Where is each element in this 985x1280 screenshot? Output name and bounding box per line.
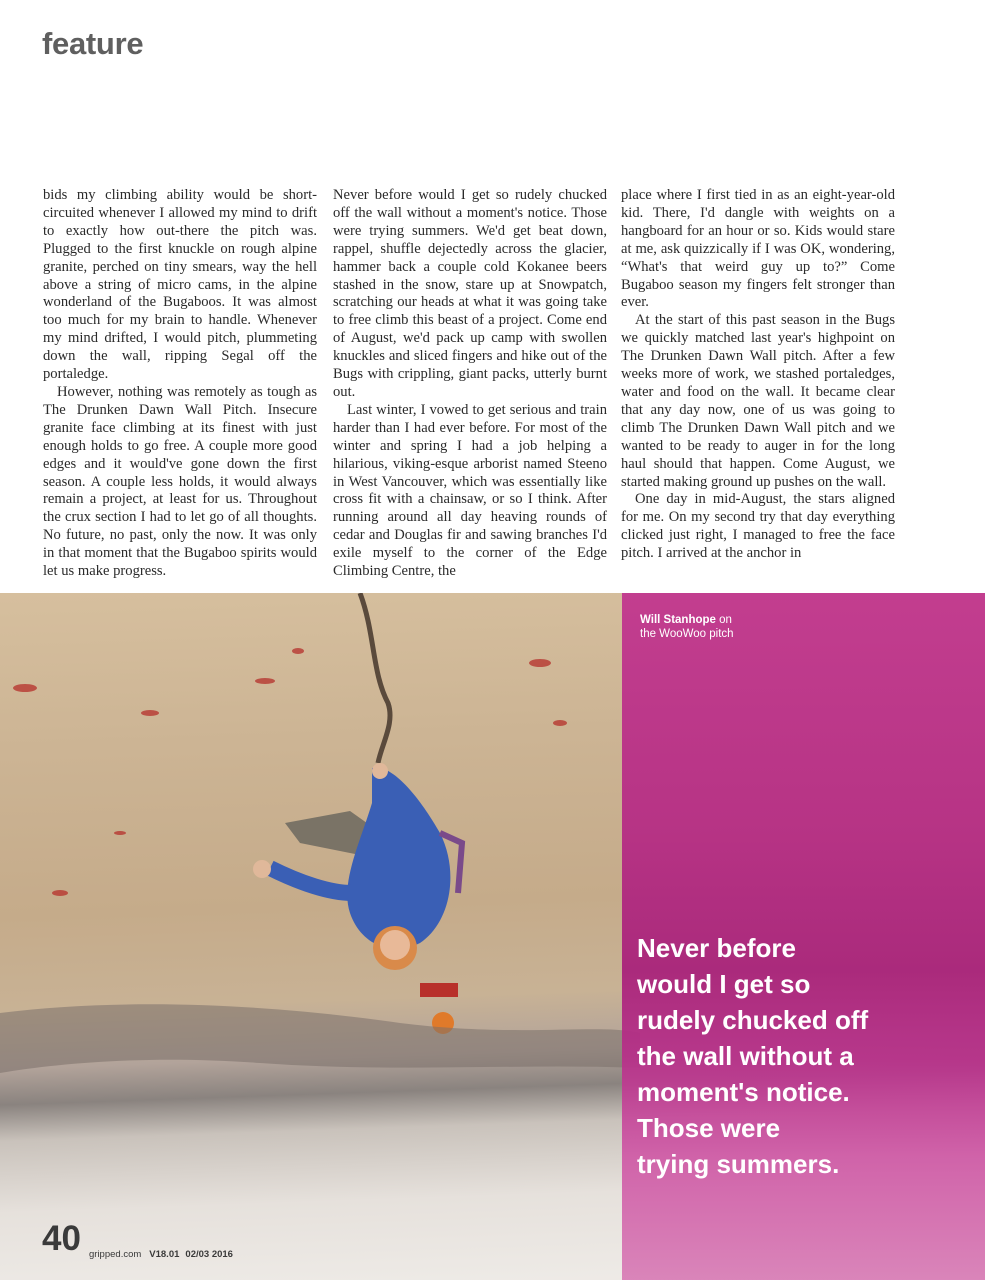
pull-quote-line: Those were	[637, 1113, 781, 1143]
pull-quote-line: the wall without a	[637, 1041, 854, 1071]
paragraph: bids my climbing ability would be short-circuited whenever I allowed my mind to drift to exactly how out-there the pitch was. Plugged to the first knuckle on rough alpine granite, perched on tiny smears, way the hell above a string of micro cams, in the alpine wonderland of the Bugaboos. It was almost too much for my brain to handle. Whenever my mind drifted, I would pitch, plummeting down the wall, ripping Segal off the portaledge.	[43, 187, 317, 383]
rock-lichen-spots	[13, 648, 567, 896]
paragraph: One day in mid-August, the stars aligned for me. On my second try that day everything clicked just right, I managed to free the face pitch. I arrived at the anchor in	[621, 491, 895, 562]
rock-crack	[360, 593, 390, 763]
pull-quote-line: moment's notice.	[637, 1077, 850, 1107]
climber-figure	[253, 763, 462, 970]
footer-date: 02/03 2016	[185, 1249, 233, 1260]
paragraph: Last winter, I vowed to get serious and train harder than I had ever before. For most of the winter and spring I had a job helping a hilarious, viking-esque arborist named Steeno in West Vancouver, which was essentially like cross fit with a chainsaw, or so I think. After running around all day heaving rounds of cedar and Douglas fir and sawing branches I'd exile myself to the corner of the Edge Climbing Centre, the	[333, 401, 607, 580]
caption-name: Will Stanhope	[640, 614, 716, 626]
caption-line-2: the WooWoo pitch	[640, 628, 734, 640]
paragraph: Never before would I get so rudely chucked off the wall without a moment's notice. Those were trying summers. We'd get beat down, rappel, shuffle dejectedly across the glacier, hammer back a couple cold Kokanee beers stashed in the snow, stare up at Snowpatch, scratching our heads at what it was going take to free climb this beast of a project. Come end of August, we'd pack up camp with swollen knuckles and sliced fingers and hike out of the Bugs with crippling, giant packs, utterly burnt out.	[333, 187, 607, 400]
pull-quote-line: trying summers.	[637, 1149, 840, 1179]
caption-text: on	[715, 614, 732, 626]
pull-quote-line: would I get so	[637, 969, 811, 999]
pull-quote-line: rudely chucked off	[637, 1005, 869, 1035]
footer-site: gripped.com	[89, 1249, 142, 1260]
page-number: 40	[42, 1219, 81, 1258]
paragraph: place where I first tied in as an eight-year-old kid. There, I'd dangle with weights on a hangboard for an hour or so. Kids would stare at me, ask quizzically if I was OK, wondering, “What's that weird guy up to?” Come Bugaboo season my fingers felt stronger than ever.	[621, 187, 895, 311]
rock-ridge	[0, 1004, 640, 1073]
pull-quote-line: Never before	[637, 933, 796, 963]
article-column-2	[333, 187, 607, 581]
article-column-1	[43, 187, 317, 581]
paragraph: However, nothing was remotely as tough as The Drunken Dawn Wall Pitch. Insecure granite face climbing at its finest with just enough holds to go free. A couple more good edges and it would've gone down the first season. A couple less holds, it would always remain a project, at least for us. Throughout the crux section I had to let go of all thoughts. No future, no past, only the now. It was only in that moment that the Bugaboo spirits would let us make progress.	[43, 383, 317, 580]
article-column-3	[621, 187, 895, 563]
pull-quote	[637, 930, 957, 1182]
footer-issue: V18.01	[149, 1249, 180, 1260]
section-label: feature	[42, 26, 144, 61]
paragraph: At the start of this past season in the Bugs we quickly matched last year's highpoint on The Drunken Dawn Wall pitch. After a few weeks more of work, we stashed portaledges, water and food on the wall. It became clear that any day now, one of us was going to climb The Drunken Dawn Wall pitch and we wanted to be ready to auger in for the long haul should that happen. Come August, we started making ground up pushes on the wall.	[621, 312, 895, 490]
article-body	[0, 187, 985, 587]
photo-caption	[640, 613, 734, 641]
footer-info	[89, 1249, 233, 1260]
caption-line-1	[640, 613, 734, 627]
